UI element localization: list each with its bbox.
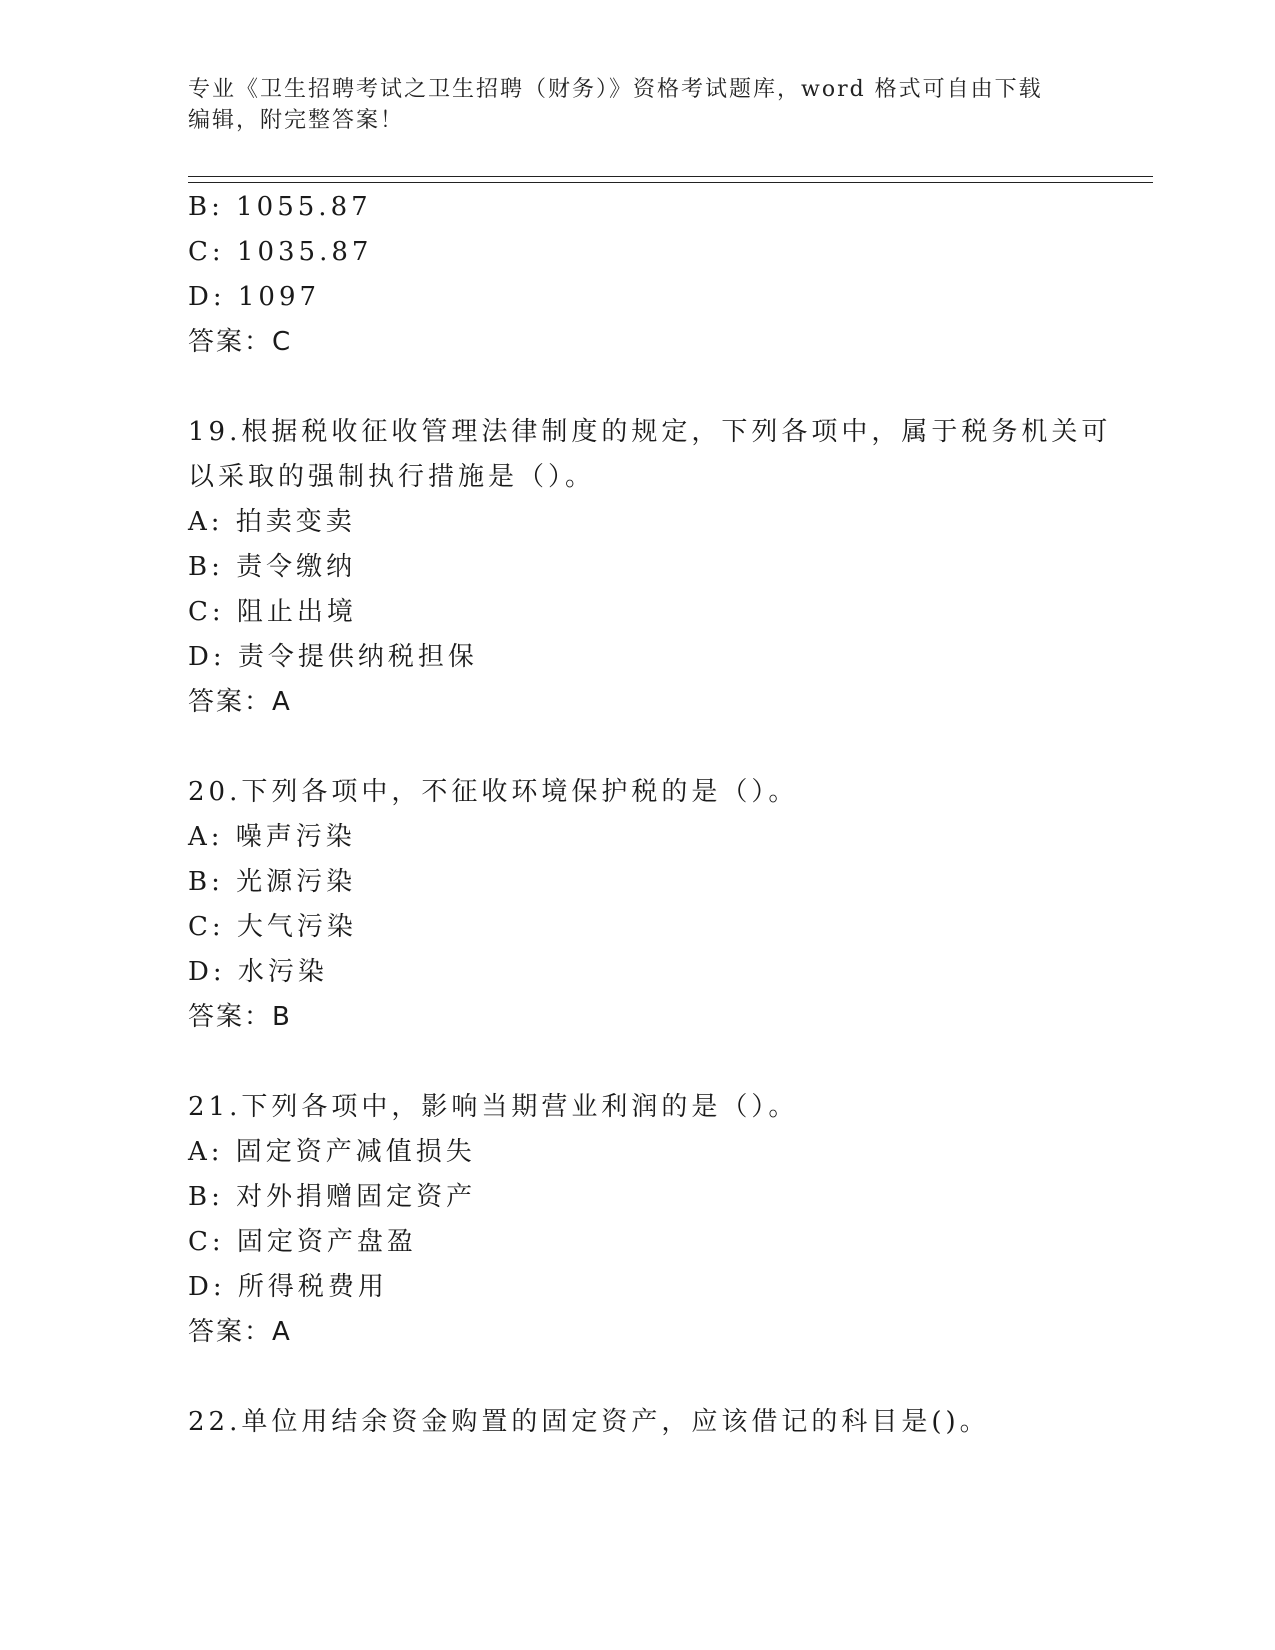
- option-a: A: 固定资产减值损失: [188, 1137, 476, 1167]
- question-stem: 19.根据税收征收管理法律制度的规定，下列各项中，属于税务机关可: [188, 417, 1112, 447]
- option-a: A: 噪声污染: [188, 822, 356, 852]
- question-stem: 21.下列各项中，影响当期营业利润的是（）。: [188, 1092, 799, 1122]
- option-c: C: 大气污染: [188, 912, 357, 942]
- option-d: D: 责令提供纳税担保: [188, 642, 478, 672]
- answer-label: 答案：B: [188, 1002, 292, 1032]
- question-stem-continued: 以采取的强制执行措施是（）。: [188, 462, 596, 492]
- option-b: B: 责令缴纳: [188, 552, 357, 582]
- option-a: A: 拍卖变卖: [188, 507, 356, 537]
- question-stem: 22.单位用结余资金购置的固定资产，应该借记的科目是()。: [188, 1407, 990, 1437]
- answer-label: 答案：A: [188, 687, 292, 717]
- option-d: D: 所得税费用: [188, 1272, 388, 1302]
- option-b: B: 对外捐赠固定资产: [188, 1182, 477, 1212]
- answer-label: 答案：C: [188, 327, 293, 357]
- document-header: [188, 74, 1088, 136]
- option-b: B: 光源污染: [188, 867, 357, 897]
- option-c: C: 1035.87: [188, 237, 373, 267]
- answer-label: 答案：A: [188, 1317, 292, 1347]
- header-line-1: 专业《卫生招聘考试之卫生招聘（财务）》资格考试题库，word 格式可自由下载: [188, 77, 1043, 102]
- option-d: D: 1097: [188, 282, 321, 312]
- option-b: B: 1055.87: [188, 192, 372, 222]
- header-divider-bottom: [188, 182, 1153, 183]
- question-stem: 20.下列各项中，不征收环境保护税的是（）。: [188, 777, 799, 807]
- header-divider-top: [188, 176, 1153, 177]
- option-c: C: 阻止出境: [188, 597, 357, 627]
- option-c: C: 固定资产盘盈: [188, 1227, 417, 1257]
- option-d: D: 水污染: [188, 957, 328, 987]
- header-line-2: 编辑，附完整答案！: [188, 108, 405, 133]
